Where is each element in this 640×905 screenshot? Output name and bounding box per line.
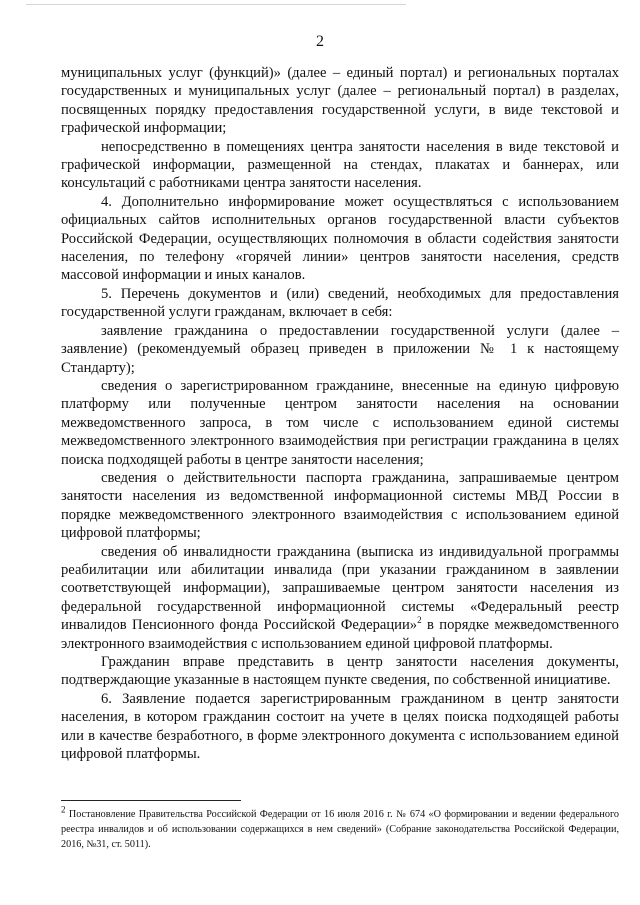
- paragraph-part: в порядке межведомственного электронного взаимодействия с использованием единой цифровой платформы.: [61, 617, 619, 652]
- paragraph: заявление гражданина о предоставлении государственной услуги (далее – заявление) (рекомендуемый образец приведен в приложении № 1 к настоящему Стандарту);: [61, 322, 619, 376]
- paragraph: сведения о действительности паспорта гражданина, запрашиваемые центром занятости населения из ведомственной информационной системы МВД России в порядке межведомственного электронного взаимодействия с использованием единой цифровой платформы;: [61, 469, 619, 542]
- paragraph-with-footnote: [61, 543, 619, 653]
- paragraph: непосредственно в помещениях центра занятости населения в виде текстовой и графической информации, размещенной на стендах, плакатах и баннерах, или консультаций с работниками центра занятости населения.: [61, 138, 619, 192]
- paragraph-part: сведения об инвалидности гражданина (выписка из индивидуальной программы реабилитации или абилитации инвалида (при указании гражданином в заявлении соответствующей информации), запрашиваемые центром занятости населения из федеральной государственной информационной системы «Федеральный реестр инвалидов Пенсионного фонда Российской Федерации»: [61, 543, 619, 634]
- footnote: [61, 804, 619, 852]
- footnote-separator: [61, 800, 241, 801]
- paragraph: муниципальных услуг (функций)» (далее – единый портал) и региональных порталах государственных и муниципальных услуг (далее – региональный портал) в разделах, посвященных порядку предоставления государственной услуги, в виде текстовой и графической информации;: [61, 65, 619, 137]
- page-number: 2: [316, 33, 324, 50]
- paragraph: 4. Дополнительно информирование может осуществляться с использованием официальных сайтов исполнительных органов государственной власти субъектов Российской Федерации, осуществляющих полномочия в области содействия занятости населения, по телефону «горячей линии» центров занятости населения, средств массовой информации и иных каналов.: [61, 193, 619, 284]
- top-scan-line: [26, 4, 406, 5]
- footnote-ref: 2: [417, 615, 422, 626]
- paragraph: 5. Перечень документов и (или) сведений, необходимых для предоставления государственной услуги гражданам, включает в себя:: [61, 285, 619, 321]
- paragraph: сведения о зарегистрированном гражданине, внесенные на единую цифровую платформу или полученные центром занятости населения на основании межведомственного запроса, в том числе с использованием единой системы межведомственного электронного взаимодействия при регистрации гражданина в целях поиска подходящей работы в центре занятости населения;: [61, 377, 619, 468]
- paragraph: 6. Заявление подается зарегистрированным гражданином в центр занятости населения, в котором гражданин состоит на учете в целях поиска подходящей работы или в качестве безработного, в форме электронного документа с использованием единой цифровой платформы.: [61, 690, 619, 763]
- document-body: [61, 64, 619, 763]
- paragraph: Гражданин вправе представить в центр занятости населения документы, подтверждающие указанные в настоящем пункте сведения, по собственной инициативе.: [61, 654, 619, 689]
- footnote-text: Постановление Правительства Российской Федерации от 16 июля 2016 г. № 674 «О формировании и ведении федерального реестра инвалидов и об использовании содержащихся в нем сведений» (Собрание законодательства Российской Федерации, 2016, №31, ст. 5011).: [61, 809, 619, 850]
- footnote-mark: 2: [61, 804, 66, 815]
